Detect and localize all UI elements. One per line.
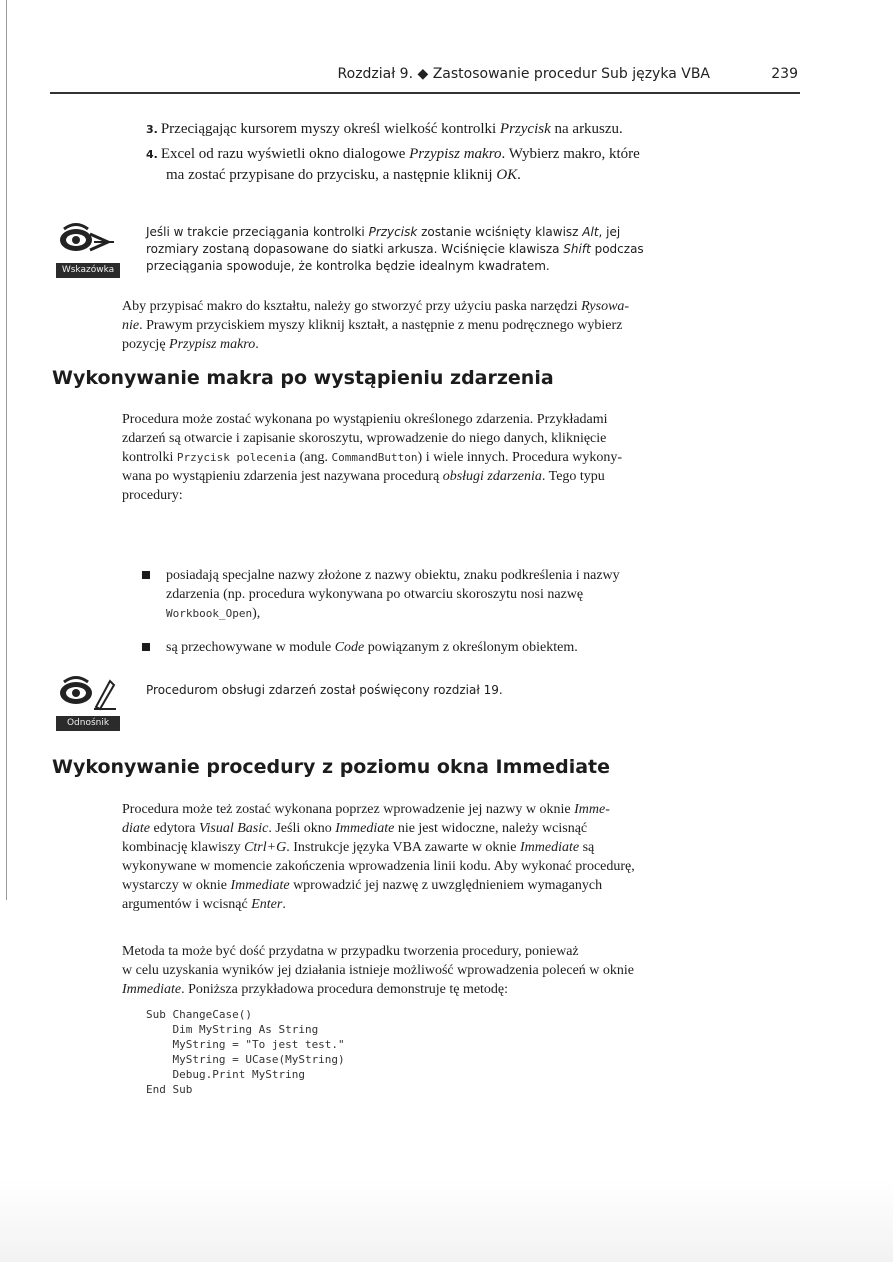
scan-shade bbox=[0, 1180, 893, 1262]
bullet-marker bbox=[142, 643, 150, 651]
tip-label: Wskazówka bbox=[56, 263, 120, 278]
step-4: 4. Excel od razu wyświetli okno dialogowe Przypisz makro. Wybierz makro, które ma zostać przypisane do przycisku, a następnie kliknij OK. bbox=[146, 146, 640, 183]
step-number: 4. bbox=[146, 148, 158, 161]
tip-icon bbox=[56, 220, 120, 278]
step-3: 3. Przeciągając kursorem myszy określ wielkość kontrolki Przycisk na arkuszu. bbox=[146, 121, 623, 137]
section-heading-immediate: Wykonywanie procedury z poziomu okna Immediate bbox=[52, 756, 611, 778]
running-header bbox=[50, 62, 800, 94]
page-edge-line bbox=[6, 0, 7, 900]
paragraph-immediate: Procedura może też zostać wykonana poprzez wprowadzenie jej nazwy w oknie Imme- diate edytora Visual Basic. Jeśli okno Immediate nie jest widoczne, należy wcisnąć kombinację klawiszy Ctrl+G. Instrukcje języka VBA zawarte w oknie Immediate są wykonywane w momencie zakończenia wprowadzenia linii kodu. Aby wykonać procedurę, wystarczy w oknie Immediate wprowadzić jej nazwę z uwzględnieniem wymaganych argumentów i wcisnąć Enter. bbox=[122, 802, 635, 912]
header-title: Rozdział 9. ◆ Zastosowanie procedur Sub języka VBA bbox=[337, 66, 710, 82]
step-number: 3. bbox=[146, 123, 158, 136]
page-number: 239 bbox=[771, 66, 798, 82]
bullet-marker bbox=[142, 571, 150, 579]
tip-text: Jeśli w trakcie przeciągania kontrolki Przycisk zostanie wciśnięty klawisz Alt, jej rozmiary zostaną dopasowane do siatki arkusza. Wciśnięcie klawisza Shift podczas przeciągania spowoduje, że kontrolka będzie idealnym kwadratem. bbox=[146, 225, 644, 273]
bullet-item: posiadają specjalne nazwy złożone z nazwy obiektu, znaku podkreślenia i nazwy zdarzenia (np. procedura wykonywana po otwarciu skoroszytu nosi nazwę Workbook_Open), bbox=[142, 566, 792, 626]
paragraph-method: Metoda ta może być dość przydatna w przypadku tworzenia procedury, ponieważ w celu uzyskania wyników jej działania istnieje możliwość wprowadzenia poleceń w oknie Immediate. Poniższa przykładowa procedura demonstruje tę metodę: bbox=[122, 944, 634, 997]
bullet-item: są przechowywane w module Code powiązanym z określonym obiektem. bbox=[142, 638, 792, 658]
section-heading-event: Wykonywanie makra po wystąpieniu zdarzenia bbox=[52, 367, 554, 389]
reference-label: Odnośnik bbox=[56, 716, 120, 731]
lightbulb-pen-icon bbox=[56, 673, 120, 717]
lightbulb-eye-icon bbox=[56, 220, 120, 264]
reference-icon bbox=[56, 673, 120, 731]
paragraph-event-procedure: Procedura może zostać wykonana po wystąpieniu określonego zdarzenia. Przykładami zdarzeń są otwarcie i zapisanie skoroszytu, wprowadzenie do niego danych, kliknięcie kontrolki Przycisk polecenia (ang. CommandButton) i wiele innych. Procedura wykony- wana po wystąpieniu zdarzenia jest nazywana procedurą obsługi zdarzenia. Tego typu procedury: bbox=[122, 412, 623, 503]
reference-text: Procedurom obsługi zdarzeń został poświęcony rozdział 19. bbox=[146, 683, 503, 697]
paragraph-shape-macro: Aby przypisać makro do kształtu, należy go stworzyć przy użyciu paska narzędzi Rysowa- nie. Prawym przyciskiem myszy kliknij kształt, a następnie z menu podręcznego wybierz pozycję Przypisz makro. bbox=[122, 299, 630, 352]
code-listing: Sub ChangeCase() Dim MyString As String MyString = "To jest test." MyString = UCase(MyString) Debug.Print MyString End Sub bbox=[146, 1008, 345, 1096]
